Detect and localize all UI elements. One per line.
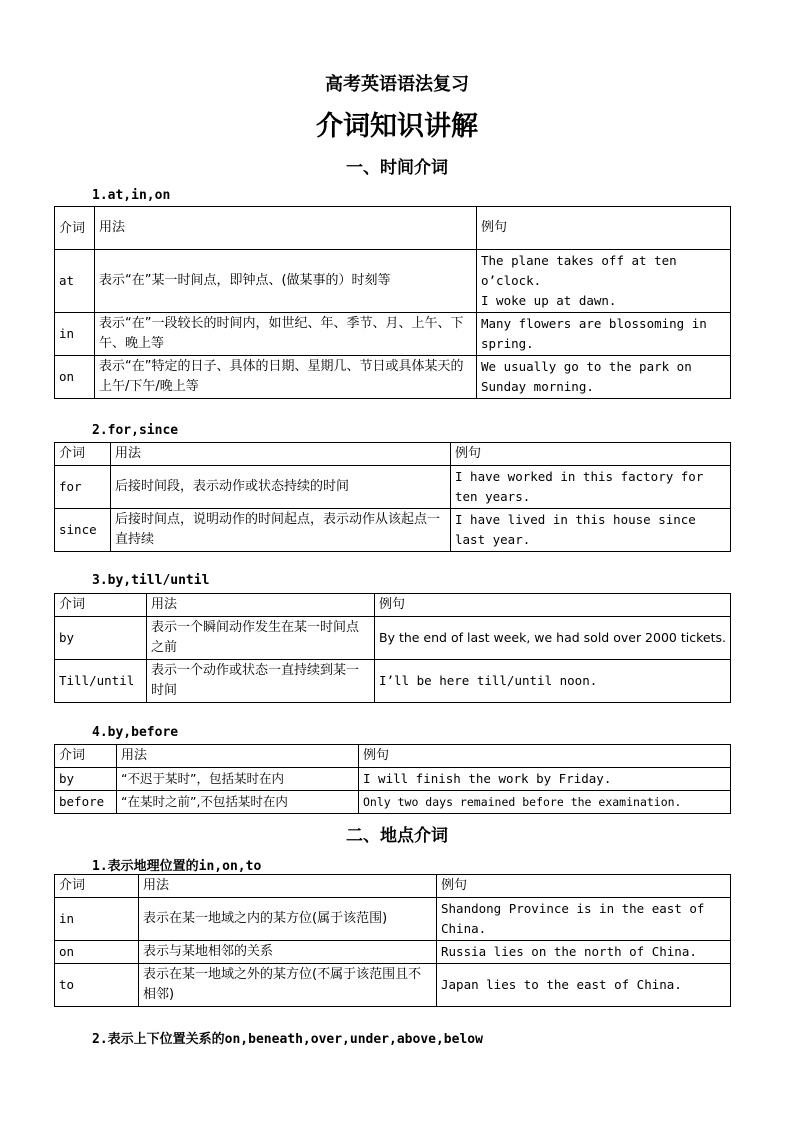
usage-cell: “不迟于某时”，包括某时在内: [117, 768, 359, 791]
header-cell: 介词: [55, 594, 147, 617]
table-row: [55, 660, 731, 703]
prep-cell: to: [55, 964, 139, 1007]
table-by-before: [54, 744, 731, 814]
table-row: [55, 898, 731, 941]
usage-cell: 表示在某一地域之外的某方位(不属于该范围且不相邻): [139, 964, 437, 1007]
table-header-row: [55, 443, 731, 466]
table-row: [55, 250, 731, 313]
header-cell: 介词: [55, 207, 95, 250]
section-title-time: 一、时间介词: [346, 158, 448, 178]
prep-cell: at: [55, 250, 95, 313]
table-by-till-until: [54, 593, 731, 703]
table-row: [55, 313, 731, 356]
usage-cell: 表示在某一地域之内的某方位(属于该范围): [139, 898, 437, 941]
example-cell: Shandong Province is in the east of China.: [437, 898, 731, 941]
header-cell: 介词: [55, 745, 117, 768]
example-cell: [477, 313, 731, 356]
table-row: [55, 509, 731, 552]
table-header-row: [55, 594, 731, 617]
prep-cell: since: [55, 509, 111, 552]
example-sentence: We usually go to the park on Sunday morning.: [481, 359, 692, 394]
prep-cell: by: [55, 617, 147, 660]
example-cell: Russia lies on the north of China.: [437, 941, 731, 964]
table-header-row: [55, 875, 731, 898]
prep-cell: for: [55, 466, 111, 509]
example-sentence: Many flowers are blossoming in spring.: [481, 316, 707, 351]
header-cell: 用法: [95, 207, 477, 250]
header-cell: 用法: [147, 594, 375, 617]
table-in-on-to: [54, 874, 731, 1007]
table-at-in-on: [54, 206, 731, 399]
table-row: [55, 791, 731, 814]
example-cell: [477, 250, 731, 313]
usage-cell: 表示与某地相邻的关系: [139, 941, 437, 964]
usage-cell: 表示“在”一段较长的时间内，如世纪、年、季节、月、上午、下午、晚上等: [95, 313, 477, 356]
header-cell: 例句: [451, 443, 731, 466]
header-cell: 用法: [117, 745, 359, 768]
usage-cell: “在某时之前”,不包括某时在内: [117, 791, 359, 814]
example-cell: I’ll be here till/until noon.: [375, 660, 731, 703]
table-row: [55, 356, 731, 399]
example-cell: I have lived in this house since last year.: [451, 509, 731, 552]
table-row: [55, 768, 731, 791]
example-cell: [477, 356, 731, 399]
section-title-place: 二、地点介词: [346, 826, 448, 846]
header-cell: 用法: [111, 443, 451, 466]
usage-cell: 后接时间点，说明动作的时间起点，表示动作从该起点一直持续: [111, 509, 451, 552]
table-header-row: [55, 745, 731, 768]
table-row: [55, 941, 731, 964]
document-main-title: 介词知识讲解: [316, 111, 478, 142]
table-for-since: [54, 442, 731, 552]
example-cell: Japan lies to the east of China.: [437, 964, 731, 1007]
subsection-label: 1.at,in,on: [92, 188, 171, 203]
prep-cell: on: [55, 941, 139, 964]
subsection-label: 3.by,till/until: [92, 573, 210, 588]
table-row: [55, 617, 731, 660]
usage-cell: 表示一个动作或状态一直持续到某一时间: [147, 660, 375, 703]
example-sentence: I woke up at dawn.: [481, 293, 617, 308]
header-cell: 例句: [477, 207, 731, 250]
prep-cell: in: [55, 898, 139, 941]
table-row: [55, 466, 731, 509]
example-cell: Only two days remained before the examination.: [359, 791, 731, 814]
document-subject-title: 高考英语语法复习: [325, 74, 469, 95]
header-cell: 例句: [359, 745, 731, 768]
usage-cell: 表示一个瞬间动作发生在某一时间点之前: [147, 617, 375, 660]
header-cell: 介词: [55, 443, 111, 466]
usage-cell: 后接时间段，表示动作或状态持续的时间: [111, 466, 451, 509]
prep-cell: by: [55, 768, 117, 791]
usage-cell: 表示“在”特定的日子、具体的日期、星期几、节日或具体某天的上午/下午/晚上等: [95, 356, 477, 399]
prep-cell: in: [55, 313, 95, 356]
subsection-label: 2.表示上下位置关系的on,beneath,over,under,above,below: [92, 1032, 483, 1047]
table-header-row: [55, 207, 731, 250]
example-sentence: The plane takes off at ten o’clock.: [481, 253, 677, 288]
example-cell: I have worked in this factory for ten years.: [451, 466, 731, 509]
header-cell: 用法: [139, 875, 437, 898]
subsection-label: 1.表示地理位置的in,on,to: [92, 859, 262, 874]
header-cell: 例句: [437, 875, 731, 898]
prep-cell: before: [55, 791, 117, 814]
usage-cell: 表示“在”某一时间点，即钟点、(做某事的）时刻等: [95, 250, 477, 313]
header-cell: 介词: [55, 875, 139, 898]
subsection-label: 2.for,since: [92, 423, 179, 438]
example-cell: I will finish the work by Friday.: [359, 768, 731, 791]
example-cell: By the end of last week, we had sold over 2000 tickets.: [375, 617, 731, 660]
table-row: [55, 964, 731, 1007]
header-cell: 例句: [375, 594, 731, 617]
prep-cell: Till/until: [55, 660, 147, 703]
prep-cell: on: [55, 356, 95, 399]
subsection-label: 4.by,before: [92, 725, 179, 740]
